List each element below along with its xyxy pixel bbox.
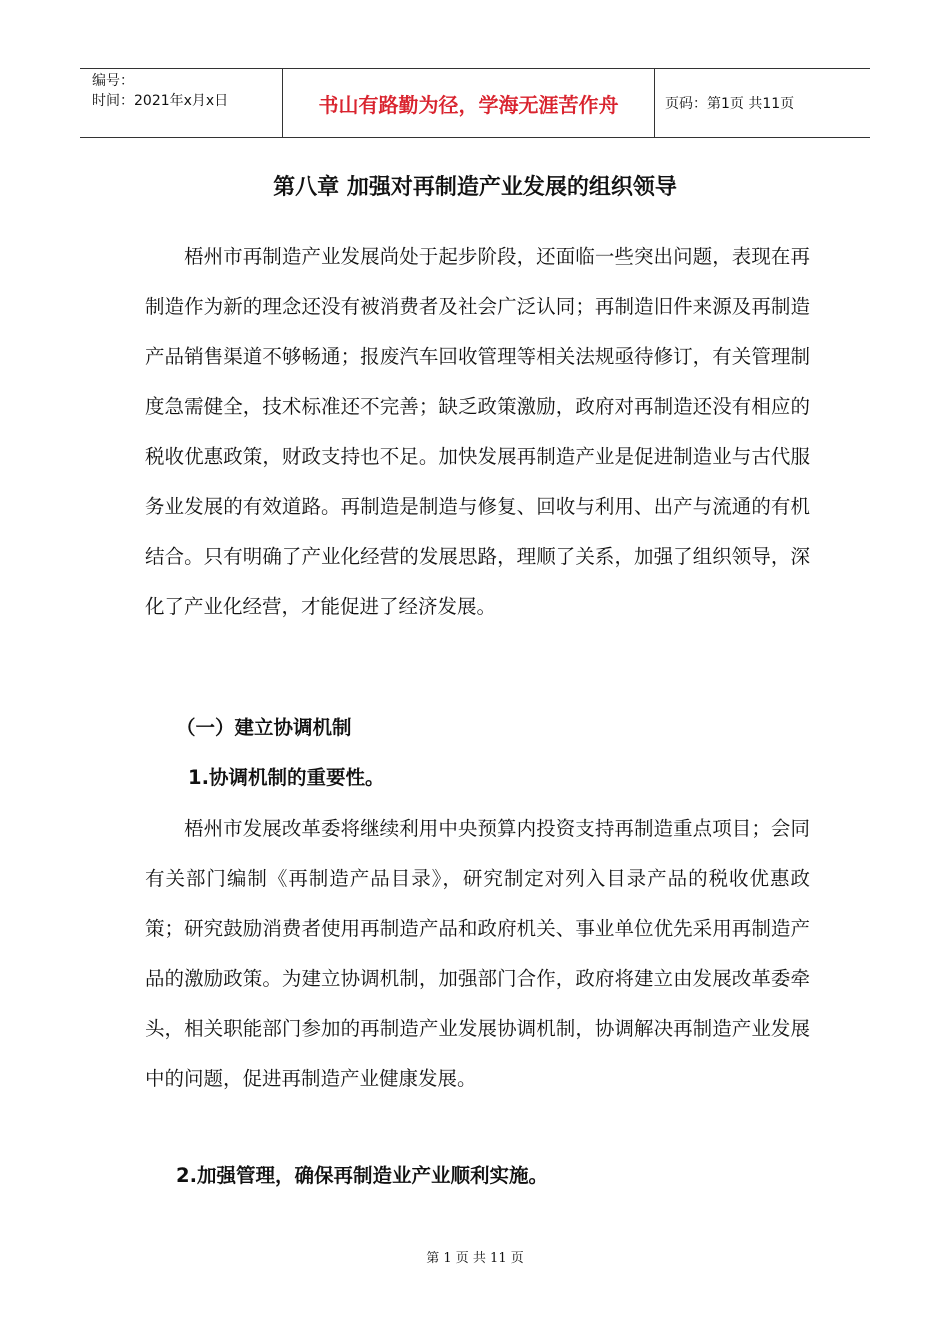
body-paragraph-1: 梧州市再制造产业发展尚处于起步阶段，还面临一些突出问题，表现在再制造作为新的理念还没有被消费者及社会广泛认同；再制造旧件来源及再制造产品销售渠道不够畅通；报废汽车回收管理等相关法规亟待修订，有关管理制度急需健全，技术标准还不完善；缺乏政策激励，政府对再制造还没有相应的税收优惠政策，财政支持也不足。加快发展再制造产业是促进制造业与古代服务业发展的有效道路。再制造是制造与修复、回收与利用、出产与流通的有机结合。只有明确了产业化经营的发展思路，理顺了关系，加强了组织领导，深化了产业化经营，才能促进了经济发展。 — [145, 245, 810, 618]
page-footer: 第 1 页 共 11 页 — [426, 1251, 524, 1266]
body-paragraph-2: 梧州市发展改革委将继续利用中央预算内投资支持再制造重点项目；会同有关部门编制《再制造产品目录》，研究制定对列入目录产品的税收优惠政策；研究鼓励消费者使用再制造产品和政府机关、事业单位优先采用再制造产品的激励政策。为建立协调机制，加强部门合作，政府将建立由发展改革委牵头，相关职能部门参加的再制造产业发展协调机制，协调解决再制造产业发展中的问题，促进再制造产业健康发展。 — [145, 817, 810, 1090]
section-heading-1: （一）建立协调机制 — [176, 716, 352, 739]
header-page-info: 页码：第1页 共11页 — [665, 96, 795, 112]
header-meta-cell — [80, 69, 283, 137]
document-date: 时间：2021年x月x日 — [92, 93, 229, 109]
chapter-title: 第八章 加强对再制造产业发展的组织领导 — [273, 175, 677, 200]
subheading-2: 2.加强管理，确保再制造业产业顺利实施。 — [176, 1164, 548, 1187]
subheading-1: 1.协调机制的重要性。 — [188, 766, 385, 789]
header-motto: 书山有路勤为径，学海无涯苦作舟 — [283, 69, 655, 137]
header-table — [80, 68, 870, 138]
document-number: 编号： — [92, 73, 134, 89]
